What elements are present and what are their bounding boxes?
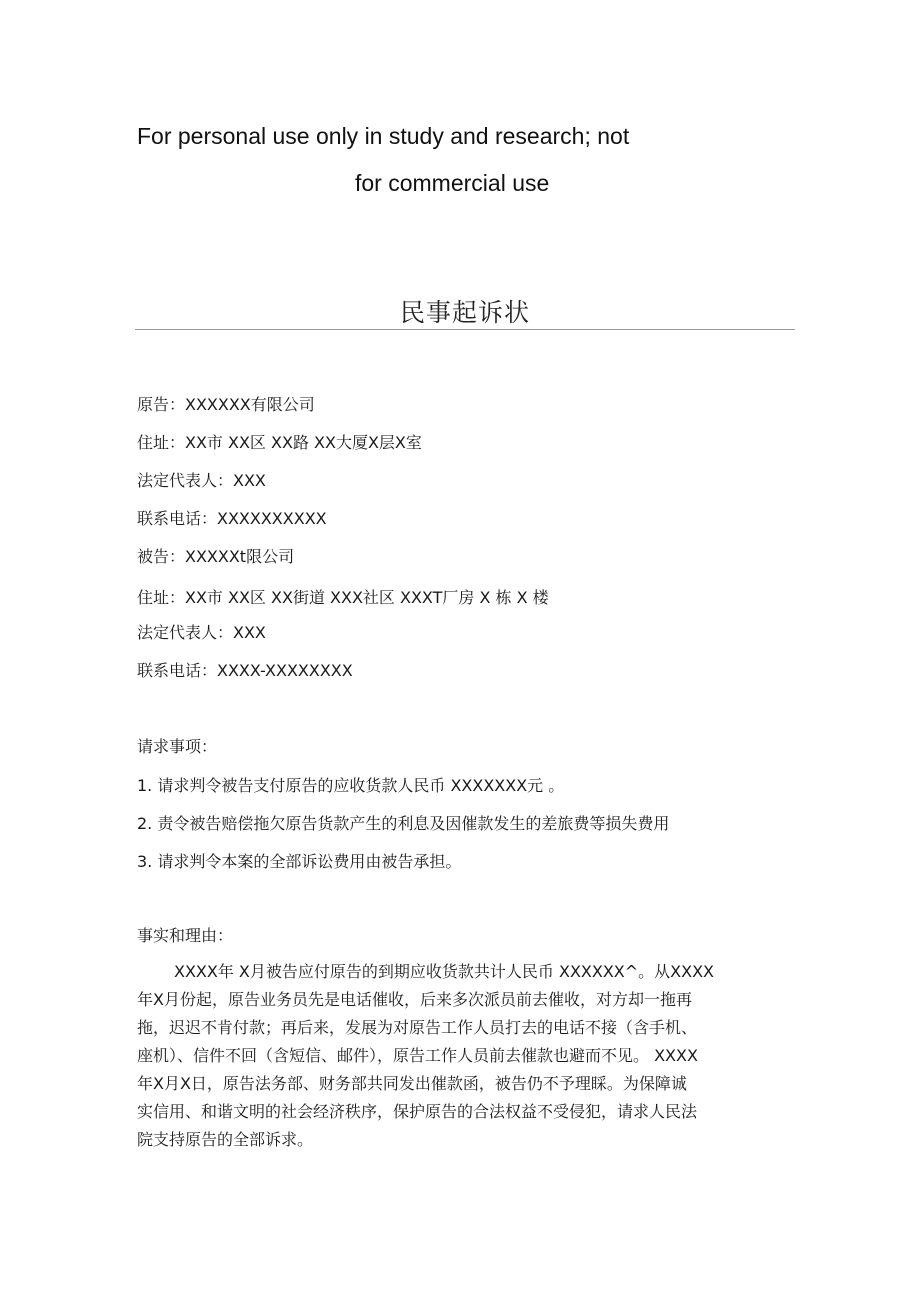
claim-item-1: 1. 请求判令被告支付原告的应收货款人民币 XXXXXXX元 。 xyxy=(137,776,565,795)
defendant-phone: 联系电话：XXXX-XXXXXXXX xyxy=(137,661,353,680)
claim-item-2: 2. 责令被告赔偿拖欠原告货款产生的利息及因催款发生的差旅费等损失费用 xyxy=(137,814,670,833)
defendant-representative: 法定代表人：XXX xyxy=(137,623,266,642)
disclaimer-line-1: For personal use only in study and research; not xyxy=(137,123,630,149)
claims-heading: 请求事项： xyxy=(137,737,218,756)
facts-line-4: 座机）、信件不回（含短信、邮件），原告工作人员前去催款也避而不见。 XXXX xyxy=(137,1046,698,1065)
facts-line-1: XXXX年 X月被告应付原告的到期应收货款共计人民币 XXXXXX^。从XXXX xyxy=(174,962,714,981)
facts-line-5: 年X月X日，原告法务部、财务部共同发出催款函，被告仍不予理睬。为保障诚 xyxy=(137,1074,687,1093)
facts-line-3: 拖，迟迟不肯付款；再后来，发展为对原告工作人员打去的电话不接（含手机、 xyxy=(137,1018,698,1037)
plaintiff-address: 住址：XX市 XX区 XX路 XX大厦X层X室 xyxy=(137,433,422,452)
title-divider xyxy=(135,329,795,330)
defendant-name: 被告：XXXXXt限公司 xyxy=(137,547,295,566)
document-title: 民事起诉状 xyxy=(399,298,530,327)
claim-item-3: 3. 请求判令本案的全部诉讼费用由被告承担。 xyxy=(137,852,462,871)
facts-line-7: 院支持原告的全部诉求。 xyxy=(137,1130,314,1149)
defendant-address: 住址：XX市 XX区 XX街道 XXX社区 XXXT厂房 X 栋 X 楼 xyxy=(137,588,549,607)
facts-line-6: 实信用、和谐文明的社会经济秩序，保护原告的合法权益不受侵犯，请求人民法 xyxy=(137,1102,698,1121)
plaintiff-phone: 联系电话：XXXXXXXXXX xyxy=(137,509,327,528)
facts-line-2: 年X月份起，原告业务员先是电话催收，后来多次派员前去催收，对方却一拖再 xyxy=(137,990,692,1009)
plaintiff-representative: 法定代表人：XXX xyxy=(137,471,266,490)
facts-heading: 事实和理由： xyxy=(137,926,234,945)
disclaimer-line-2: for commercial use xyxy=(355,170,550,196)
plaintiff-name: 原告：XXXXXX有限公司 xyxy=(137,395,315,414)
